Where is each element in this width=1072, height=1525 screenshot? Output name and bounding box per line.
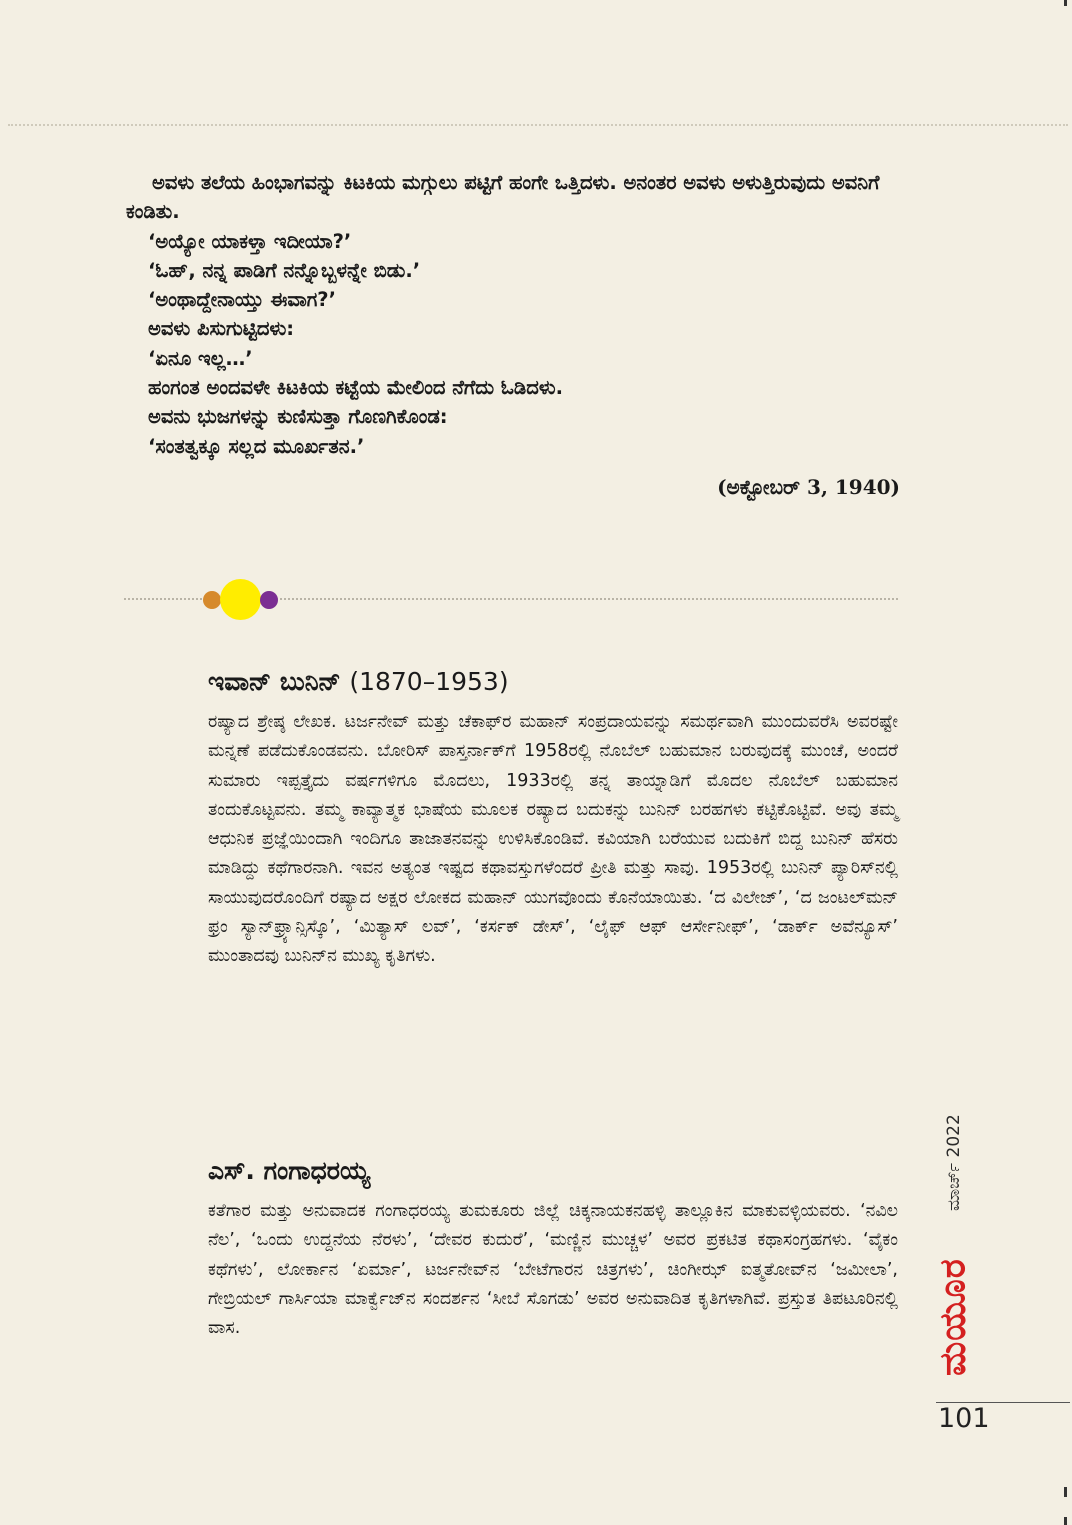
page-number: 101	[938, 1403, 990, 1434]
author-name: ಇವಾನ್ ಬುನಿನ್	[208, 667, 341, 696]
author-heading	[208, 666, 898, 698]
top-dotted-rule	[8, 124, 1068, 126]
author-bio-bunin	[208, 666, 898, 972]
story-excerpt	[126, 168, 900, 502]
story-line: ಅವನು ಭುಜಗಳನ್ನು ಕುಣಿಸುತ್ತಾ ಗೊಣಗಿಕೊಂಡ:	[148, 405, 448, 429]
crop-mark	[1064, 1517, 1067, 1525]
decorative-dots	[200, 578, 280, 620]
magazine-logo: ಮಯೂರ	[932, 1258, 974, 1376]
crop-mark	[1064, 0, 1067, 6]
story-line: ‘ಅಯ್ಯೋ ಯಾಕಳ್ತಾ ಇದೀಯಾ?’	[148, 229, 352, 253]
purple-dot-icon	[260, 591, 278, 609]
author-bio-text: ರಷ್ಯಾದ ಶ್ರೇಷ್ಠ ಲೇಖಕ. ಟರ್ಜನೇವ್ ಮತ್ತು ಚೆಕಾಫ್‌ರ ಮಹಾನ್ ಸಂಪ್ರದಾಯವನ್ನು ಸಮರ್ಥವಾಗಿ ಮುಂದುವರೆಸಿ ಅವರಷ್ಟೇ ಮನ್ನಣೆ ಪಡೆದುಕೊಂಡವನು. ಬೋರಿಸ್ ಪಾಸ್ತರ್ನಾಕ್‌ಗೆ 1958ರಲ್ಲಿ ನೊಬೆಲ್ ಬಹುಮಾನ ಬರುವುದಕ್ಕೆ ಮುಂಚೆ, ಅಂದರೆ ಸುಮಾರು ಇಪ್ಪತ್ತೈದು ವರ್ಷಗಳಿಗೂ ಮೊದಲು, 1933ರಲ್ಲಿ ತನ್ನ ತಾಯ್ನಾಡಿಗೆ ಮೊದಲ ನೊಬೆಲ್ ಬಹುಮಾನ ತಂದುಕೊಟ್ಟವನು. ತಮ್ಮ ಕಾವ್ಯಾತ್ಮಕ ಭಾಷೆಯ ಮೂಲಕ ರಷ್ಯಾದ ಬದುಕನ್ನು ಬುನಿನ್ ಬರಹಗಳು ಕಟ್ಟಿಕೊಟ್ಟಿವೆ. ಅವು ತಮ್ಮ ಆಧುನಿಕ ಪ್ರಜ್ಞೆಯಿಂದಾಗಿ ಇಂದಿಗೂ ತಾಜಾತನವನ್ನು ಉಳಿಸಿಕೊಂಡಿವೆ. ಕವಿಯಾಗಿ ಬರೆಯುವ ಬದುಕಿಗೆ ಬಿದ್ದ ಬುನಿನ್ ಹೆಸರು ಮಾಡಿದ್ದು ಕಥೆಗಾರನಾಗಿ. ಇವನ ಅತ್ಯಂತ ಇಷ್ಟದ ಕಥಾವಸ್ತುಗಳೆಂದರೆ ಪ್ರೀತಿ ಮತ್ತು ಸಾವು. 1953ರಲ್ಲಿ ಬುನಿನ್ ಪ್ಯಾರಿಸ್‌ನಲ್ಲಿ ಸಾಯುವುದರೊಂದಿಗೆ ರಷ್ಯಾದ ಅಕ್ಷರ ಲೋಕದ ಮಹಾನ್ ಯುಗವೊಂದು ಕೊನೆಯಾಯಿತು. ‘ದ ವಿಲೇಜ್’, ‘ದ ಜಂಟಲ್‌ಮನ್ ಫ್ರಂ ಸ್ಯಾನ್‌ಫ್ರ್ಯಾನ್ಸಿಸ್ಕೊ’, ‘ಮಿತ್ಯಾಸ್ ಲವ್’, ‘ಕರ್ಸಕ್ ಡೇಸ್’, ‘ಲೈಫ್ ಆಫ್ ಆರ್ಸೇನೀಫ್’, ‘ಡಾರ್ಕ್ ಅವೆನ್ಯೂಸ್’ ಮುಂತಾದವು ಬುನಿನ್‌ನ ಮುಖ್ಯ ಕೃತಿಗಳು.	[208, 712, 898, 967]
translator-name: ಎಸ್. ಗಂಗಾಧರಯ್ಯ	[208, 1156, 371, 1185]
crop-mark	[1064, 1487, 1067, 1497]
story-line: ‘ಏನೂ ಇಲ್ಲ…’	[148, 346, 253, 370]
story-line: ‘ಓಹ್, ನನ್ನ ಪಾಡಿಗೆ ನನ್ನೊಬ್ಬಳನ್ನೇ ಬಿಡು.’	[148, 258, 421, 282]
story-line: ಹಂಗಂತ ಅಂದವಳೇ ಕಿಟಕಿಯ ಕಟ್ಟೆಯ ಮೇಲಿಂದ ನೆಗೆದು ಓಡಿದಳು.	[148, 376, 564, 400]
translator-bio	[208, 1155, 898, 1343]
issue-date: ಮಾರ್ಚ್ 2022	[944, 1114, 964, 1212]
story-paragraph: ಅವಳು ತಲೆಯ ಹಿಂಭಾಗವನ್ನು ಕಿಟಕಿಯ ಮಗ್ಗುಲು ಪಟ್ಟಿಗೆ ಹಂಗೇ ಒತ್ತಿದಳು. ಅನಂತರ ಅವಳು ಅಳುತ್ತಿರುವುದು ಅವನಿಗೆ ಕಂಡಿತು.	[126, 171, 880, 224]
story-line: ಅವಳು ಪಿಸುಗುಟ್ಟಿದಳು:	[148, 317, 295, 341]
author-years: (1870–1953)	[349, 667, 509, 696]
yellow-dot-icon	[220, 579, 261, 620]
orange-dot-icon	[203, 591, 221, 609]
translator-bio-text: ಕತೆಗಾರ ಮತ್ತು ಅನುವಾದಕ ಗಂಗಾಧರಯ್ಯ ತುಮಕೂರು ಜಿಲ್ಲೆ ಚಿಕ್ಕನಾಯಕನಹಳ್ಳಿ ತಾಲ್ಲೂಕಿನ ಮಾಕುವಳ್ಳಿಯವರು. ‘ನವಿಲ ನೆಲ’, ‘ಒಂದು ಉದ್ದನೆಯ ನೆರಳು’, ‘ದೇವರ ಕುದುರೆ’, ‘ಮಣ್ಣಿನ ಮುಚ್ಚಳ’ ಅವರ ಪ್ರಕಟಿತ ಕಥಾಸಂಗ್ರಹಗಳು. ‘ವೈಕಂ ಕಥೆಗಳು’, ಲೋರ್ಕಾನ ‘ಏರ್ಮಾ’, ಟರ್ಜನೇವ್‌ನ ‘ಬೇಟೆಗಾರನ ಚಿತ್ರಗಳು’, ಚಿಂಗೀಝ್ ಐತ್ಮತೋವ್‌ನ ‘ಜಮೀಲಾ’, ಗೇಬ್ರಿಯಲ್ ಗಾರ್ಸಿಯಾ ಮಾರ್ಕ್ವೆಜ್‌ನ ಸಂದರ್ಶನ ‘ಸೀಬೆ ಸೊಗಡು’ ಅವರ ಅನುವಾದಿತ ಕೃತಿಗಳಾಗಿವೆ. ಪ್ರಸ್ತುತ ತಿಪಟೂರಿನಲ್ಲಿ ವಾಸ.	[208, 1201, 898, 1339]
story-date: (ಅಕ್ಟೋಬರ್ 3, 1940)	[717, 474, 900, 499]
story-line: ‘ಸಂತತ್ವಕ್ಕೂ ಸಲ್ಲದ ಮೂರ್ಖತನ.’	[148, 434, 365, 458]
story-line: ‘ಅಂಥಾದ್ದೇನಾಯ್ತು ಈವಾಗ?’	[148, 288, 336, 312]
